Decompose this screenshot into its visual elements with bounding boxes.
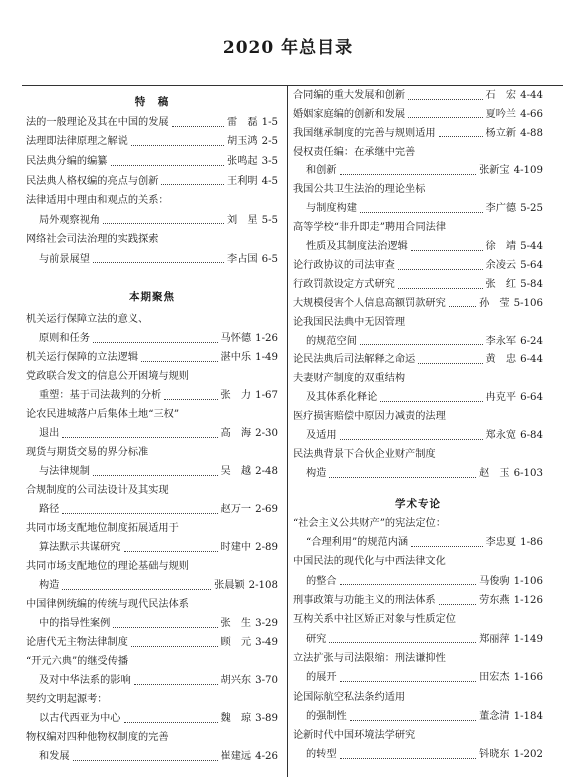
leader-dots [380,401,482,402]
entry-title: 的转型 [306,749,337,761]
toc-entry [293,652,543,666]
entry-title: 共同市场支配地位的理论基础与规则 [26,560,189,572]
entry-page: 1-5 [261,116,278,128]
entry-title: 婚姻家庭编的创新和发展 [293,108,406,120]
entry-author: 湛中乐 [220,351,252,363]
toc-entry [26,541,278,555]
entry-title: 论民法典后司法解释之命运 [293,354,416,366]
toc-entry [26,617,278,631]
column-divider [287,86,288,777]
leader-dots [93,262,224,263]
entry-page: 4-44 [520,89,543,101]
toc-entry [293,429,543,443]
entry-author: 王利明 [227,175,258,187]
entry-title: 论我国民法典中无因管理 [293,316,406,328]
entry-title: 原则和任务 [39,332,90,344]
entry-title: 和发展 [39,750,70,762]
entry-page: 3-29 [255,617,278,629]
leader-dots [134,684,218,685]
toc-entry [26,560,278,574]
entry-title: 以古代西亚为中心 [39,712,121,724]
entry-page: 1-26 [255,332,278,344]
entry-page: 1-106 [513,575,543,587]
entry-author: 魏 琼 [220,712,252,724]
toc-entry [26,116,278,130]
entry-title: 的规范空间 [306,335,357,347]
entry-title: 及适用 [306,430,337,442]
leader-dots [340,758,477,759]
entry-author: 时建中 [220,541,252,553]
toc-entry [26,484,278,498]
entry-title: 网络社会司法治理的实践探索 [26,234,159,246]
entry-author: 马怀德 [220,332,252,344]
entry-author: 雷 磊 [227,116,258,128]
toc-entry [26,750,278,764]
entry-page: 3-49 [255,636,278,648]
entry-page: 4-66 [520,108,543,120]
entry-title: 研究 [306,633,327,645]
leader-dots [439,604,476,605]
toc-entry [293,536,543,550]
entry-title: 合规制度的公司法设计及其实现 [26,484,169,496]
entry-author: 石 宏 [485,89,517,101]
section-heading: 本期聚焦 [129,291,175,303]
entry-author: 马俊驹 [479,575,510,587]
entry-author: 孙 莹 [479,297,510,309]
toc-entry [293,127,543,141]
entry-author: 李忠夏 [485,537,517,549]
toc-entry [293,240,543,254]
leader-dots [340,439,483,440]
toc-entry [26,465,278,479]
entry-title: 机关运行保障立法的意义、 [26,313,149,325]
entry-title: 构造 [39,579,60,591]
entry-title: 构造 [306,467,327,479]
toc-entry [26,233,278,247]
toc-entry [293,710,543,724]
toc-entry [26,693,278,707]
entry-page: 5-106 [513,297,543,309]
entry-page: 5-84 [520,278,543,290]
entry-title: 夫妻财产制度的双重结构 [293,373,406,385]
entry-title: 算法默示共谋研究 [39,541,121,553]
entry-title: 大规模侵害个人信息高额罚款研究 [293,297,446,309]
leader-dots [329,642,476,643]
entry-page: 6-5 [261,253,278,265]
entry-title: 互构关系中社区矫正对象与性质定位 [293,614,456,626]
entry-page: 5-64 [520,259,543,271]
toc-entry [26,427,278,441]
leader-dots [62,589,211,590]
entry-title: 路径 [39,503,60,515]
toc-entry [26,579,278,593]
entry-title: 法的一般理论及其在中国的发展 [26,116,169,128]
entry-title: 中国民法的现代化与中西法律文化 [293,556,446,568]
toc-entry [293,391,543,405]
page-title: 2020 年总目录 [222,38,354,58]
entry-title: 中的指导性案例 [39,617,111,629]
entry-title: 与法律规制 [39,465,90,477]
toc-entry [293,354,543,368]
toc-entry [293,448,543,462]
toc-entry [26,313,278,327]
header-rule [22,85,563,86]
leader-dots [329,477,476,478]
entry-title: 合同编的重大发展和创新 [293,89,406,101]
entry-page: 1-149 [513,633,543,645]
leader-dots [411,546,482,547]
toc-entry [293,184,543,198]
entry-title: 契约文明起源考： [26,693,108,705]
entry-author: 张 生 [220,617,252,629]
entry-title: 行政罚款设定方式研究 [293,278,395,290]
entry-title: 与制度构建 [306,203,357,215]
leader-dots [449,306,476,307]
entry-page: 5-44 [520,241,543,253]
entry-title: “开元六典”的继受传播 [26,655,129,667]
entry-title: 论国际航空私法条约适用 [293,691,406,703]
toc-entry [293,575,543,589]
entry-author: 董念清 [479,710,510,722]
toc-entry [293,691,543,705]
entry-page: 5-25 [520,203,543,215]
leader-dots [360,344,483,345]
entry-title: 及其体系化释论 [306,392,378,404]
toc-entry [293,259,543,273]
entry-author: 刘 星 [227,214,258,226]
toc-entry [26,408,278,422]
entry-title: 退出 [39,427,60,439]
entry-author: 黄 忠 [485,354,517,366]
entry-title: 物权编对四种他物权制度的完善 [26,731,169,743]
entry-author: 张晨颖 [214,579,245,591]
entry-author: 徐 靖 [485,241,517,253]
toc-entry [293,202,543,216]
entry-page: 1-86 [520,537,543,549]
entry-title: 的整合 [306,575,337,587]
entry-title: 法律适用中理由和观点的关系： [26,195,169,207]
leader-dots [418,363,482,364]
leader-dots [398,288,483,289]
entry-author: 李占国 [227,253,258,265]
leader-dots [439,136,483,137]
toc-entry [26,598,278,612]
leader-dots [408,99,482,100]
entry-title: 性质及其制度法治逻辑 [306,241,408,253]
entry-page: 1-202 [513,749,543,761]
entry-title: 及对中华法系的影响 [39,674,131,686]
toc-entry [293,517,543,531]
entry-page: 4-5 [261,175,278,187]
entry-title: 论新时代中国环境法学研究 [293,730,416,742]
entry-title: 我国继承制度的完善与规则适用 [293,127,436,139]
entry-title: 立法扩张与司法限缩：刑法谦抑性 [293,652,446,664]
toc-entry [293,373,543,387]
leader-dots [408,117,482,118]
entry-title: 民法典人格权编的亮点与创新 [26,175,159,187]
toc-entry [293,108,543,122]
toc-entry [26,712,278,726]
entry-title: 我国公共卫生法治的理论坐标 [293,184,426,196]
entry-title: 刑事政策与功能主义的刑法体系 [293,595,436,607]
leader-dots [340,174,477,175]
toc-entry [26,522,278,536]
entry-page: 6-84 [520,430,543,442]
entry-author: 李永军 [485,335,517,347]
entry-page: 1-49 [255,351,278,363]
toc-entry [26,731,278,745]
toc-entry [293,221,543,235]
toc-entry [293,146,543,160]
entry-page: 6-24 [520,335,543,347]
entry-page: 1-166 [513,672,543,684]
toc-entry [293,335,543,349]
leader-dots [398,269,483,270]
entry-title: 医疗损害赔偿中原因力减责的法理 [293,411,446,423]
entry-page: 2-69 [255,503,278,515]
leader-dots [360,212,483,213]
entry-title: 论行政协议的司法审查 [293,259,395,271]
entry-page: 2-30 [255,427,278,439]
toc-entry [26,370,278,384]
entry-title: 的强制性 [306,710,347,722]
leader-dots [111,165,225,166]
entry-title: 党政联合发文的信息公开困境与规则 [26,370,189,382]
toc-entry [26,636,278,650]
entry-author: 顾 元 [220,636,252,648]
entry-author: 张新宝 [479,165,510,177]
leader-dots [164,399,217,400]
entry-author: 胡玉鸿 [227,136,258,148]
entry-title: 民法典分编的编纂 [26,155,108,167]
entry-author: 冉克平 [485,392,517,404]
entry-page: 3-70 [255,674,278,686]
entry-title: 重塑：基于司法裁判的分析 [39,389,162,401]
entry-page: 2-108 [248,579,278,591]
entry-page: 2-5 [261,136,278,148]
entry-title: 高等学校“非升即走”聘用合同法律 [293,222,447,234]
entry-title: 与前景展望 [39,253,90,265]
toc-entry [26,214,278,228]
toc-entry [26,253,278,267]
section-heading: 学术专论 [395,498,441,510]
toc-entry [293,410,543,424]
toc-entry [293,671,543,685]
entry-page: 2-89 [255,541,278,553]
toc-entry [26,175,278,189]
entry-title: 法理即法律原理之解说 [26,136,128,148]
entry-author: 张 力 [220,389,252,401]
entry-author: 劳东燕 [479,595,510,607]
entry-title: 和创新 [306,165,337,177]
toc-entry [293,165,543,179]
leader-dots [141,361,217,362]
leader-dots [124,551,218,552]
leader-dots [350,720,476,721]
entry-page: 3-89 [255,712,278,724]
toc-entry [26,332,278,346]
entry-author: 田宏杰 [479,672,510,684]
entry-page: 4-26 [255,750,278,762]
toc-entry [26,155,278,169]
leader-dots [172,126,224,127]
leader-dots [113,627,217,628]
section-heading: 特 稿 [134,96,170,108]
entry-page: 4-88 [520,127,543,139]
leader-dots [124,722,218,723]
entry-page: 6-103 [513,467,543,479]
toc-entry [293,749,543,763]
entry-title: “社会主义公共财产”的宪法定位： [293,517,447,529]
toc-entry [26,655,278,669]
entry-title: 的展开 [306,672,337,684]
entry-page: 1-126 [513,595,543,607]
toc-entry [293,594,543,608]
entry-author: 余凌云 [485,259,517,271]
toc-entry [293,278,543,292]
entry-page: 1-184 [513,710,543,722]
toc-entry [293,556,543,570]
toc-entry [293,614,543,628]
entry-page: 6-64 [520,392,543,404]
entry-author: 杨立新 [485,127,517,139]
toc-entry [26,389,278,403]
leader-dots [131,646,218,647]
toc-entry [26,503,278,517]
toc-entry [26,446,278,460]
entry-title: 民法典背景下合伙企业财产制度 [293,448,436,460]
entry-author: 夏吟兰 [485,108,517,120]
leader-dots [340,681,477,682]
entry-author: 胡兴东 [220,674,252,686]
toc-entry [26,194,278,208]
entry-author: 吴 越 [220,465,252,477]
entry-author: 张鸣起 [227,155,258,167]
entry-author: 钭晓东 [479,749,510,761]
toc-entry [293,297,543,311]
entry-title: 局外观察视角 [39,214,101,226]
leader-dots [340,584,477,585]
entry-page: 3-5 [261,155,278,167]
leader-dots [103,223,224,224]
toc-entry [293,729,543,743]
entry-title: 中国律例统编的传统与现代民法体系 [26,598,189,610]
entry-title: 共同市场支配地位制度拓展适用于 [26,522,179,534]
leader-dots [93,475,218,476]
toc-entry [26,351,278,365]
toc-entry [293,467,543,481]
entry-title: 侵权责任编：在承继中完善 [293,146,416,158]
leader-dots [411,250,483,251]
entry-author: 张 红 [485,278,517,290]
entry-author: 郑永宽 [485,430,517,442]
toc-entry [293,89,543,103]
toc-entry [26,136,278,150]
entry-page: 4-109 [513,165,543,177]
leader-dots [62,437,217,438]
entry-title: 论唐代无主物法律制度 [26,636,128,648]
entry-title: 机关运行保障的立法逻辑 [26,351,139,363]
leader-dots [161,184,224,185]
toc-entry [293,633,543,647]
leader-dots [93,342,218,343]
leader-dots [62,513,217,514]
leader-dots [73,760,218,761]
entry-title: 论农民进城落户后集体土地“三权” [26,408,180,420]
entry-title: 现货与期货交易的界分标准 [26,446,149,458]
entry-author: 高 海 [220,427,252,439]
entry-author: 李广德 [485,203,517,215]
entry-title: “合理利用”的规范内涵 [306,537,409,549]
toc-entry [293,316,543,330]
toc-entry [26,674,278,688]
entry-page: 5-5 [261,214,278,226]
entry-author: 郑丽萍 [479,633,510,645]
entry-author: 崔建远 [220,750,252,762]
entry-page: 6-44 [520,354,543,366]
entry-author: 赵万一 [220,503,252,515]
entry-author: 赵 玉 [479,467,510,479]
entry-page: 2-48 [255,465,278,477]
leader-dots [131,145,224,146]
entry-page: 1-67 [255,389,278,401]
